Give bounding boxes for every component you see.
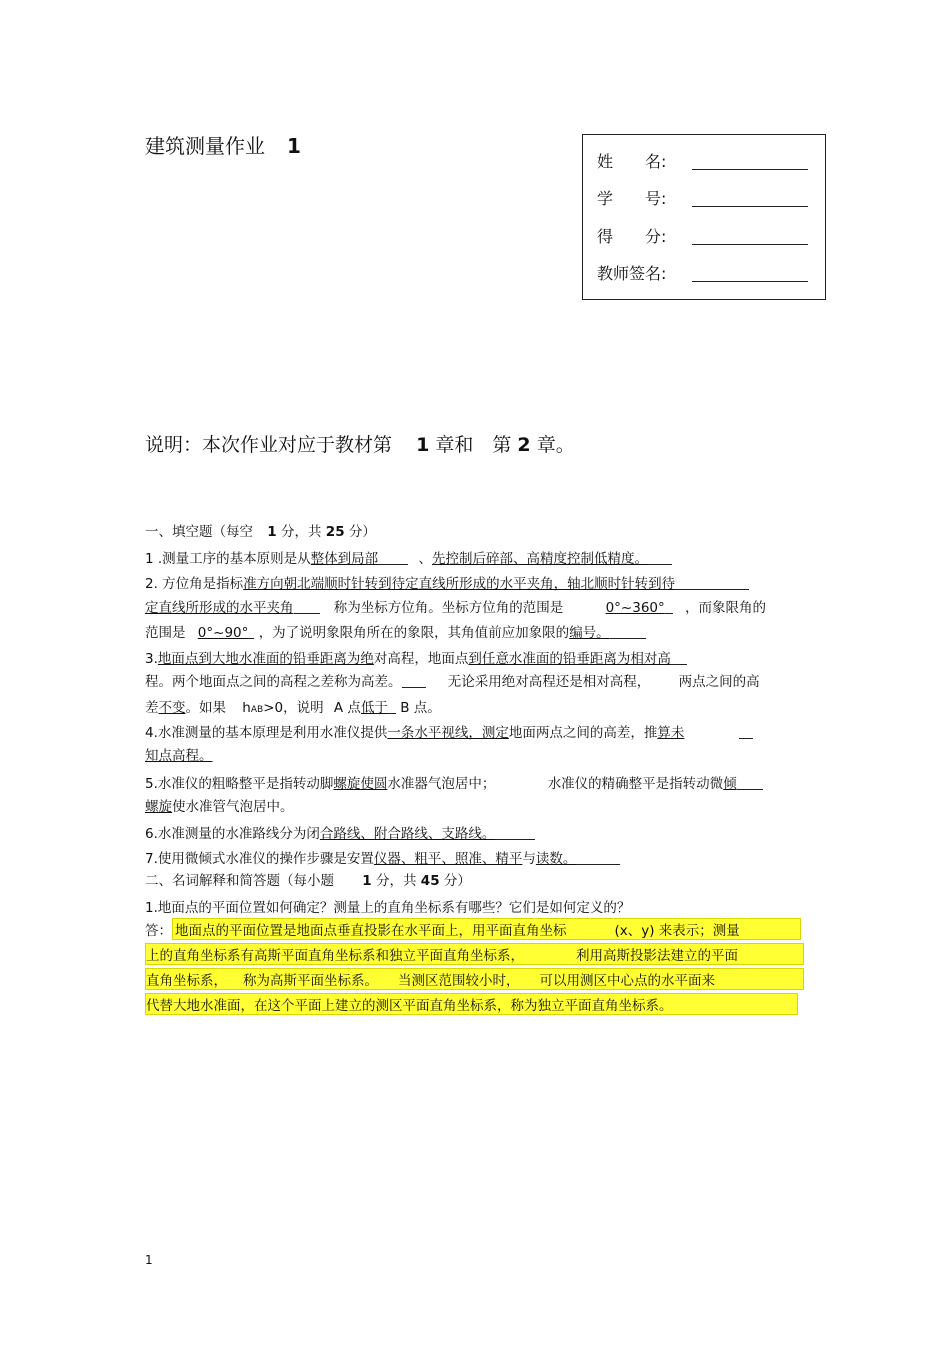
q1-7-line — [145, 847, 620, 867]
blank-line — [671, 650, 687, 665]
section1-heading-text: 一、填空题（每空 — [145, 524, 253, 540]
q1-4-answer-a: 一条水平视线，测定 — [387, 725, 509, 741]
q1-2-text-b: 称为坐标方位角。坐标方位角的范围是 — [333, 600, 564, 616]
q1-5-line-2 — [145, 795, 294, 815]
notice-mid: 章和 第 — [435, 434, 512, 456]
answer-line-3 — [145, 968, 804, 990]
section1-heading-end: 分） — [348, 524, 376, 540]
q1-1-answer-a: 整体到局部 — [310, 551, 379, 567]
name-field[interactable] — [692, 169, 808, 170]
blank-line — [378, 550, 408, 565]
q1-2-answer-cont: 定直线所形成的水平夹角 — [145, 600, 294, 616]
q1-3-text-g: >0，说明 — [263, 700, 324, 716]
q1-7-answer-b: 读数。 — [535, 851, 577, 867]
document-title-number: 1 — [287, 134, 301, 158]
q1-2-line-1 — [145, 572, 749, 592]
student-id-row — [597, 186, 677, 209]
q1-3-answer-c: 不变 — [158, 700, 186, 716]
q1-3-text-e: 差 — [145, 700, 159, 716]
blank-line — [648, 550, 672, 565]
blank-line — [294, 599, 320, 614]
name-row — [597, 149, 677, 172]
blank-line — [665, 599, 673, 614]
blank-line — [675, 575, 749, 590]
height-diff-symbol: h — [242, 700, 251, 716]
q1-2-range-answer: 0°~360° — [605, 600, 665, 616]
section2-heading — [145, 869, 471, 889]
answer-line-1 — [145, 918, 801, 940]
q1-3-answer-a: 地面点到大地水准面的铅垂距离为绝 — [157, 651, 374, 667]
score-field[interactable] — [692, 244, 808, 245]
q1-4-answer-c: 知点高程。 — [145, 748, 213, 764]
q1-5-text-b: 水准器气泡居中； — [387, 776, 496, 792]
q1-2-line-3 — [145, 621, 646, 641]
q1-5-answer-b: 倾 — [723, 776, 737, 792]
blank-line — [402, 673, 426, 688]
q1-2-line-2 — [145, 596, 766, 616]
name-label: 姓 名: — [597, 152, 667, 171]
q1-5-text-c: 水准仪的精确整平是指转动微 — [547, 776, 724, 792]
answer-text-4: 代替大地水准面，在这个平面上建立的测区平面直角坐标系，称为独立平面直角坐标系。 — [146, 998, 673, 1014]
q1-6-line — [145, 822, 535, 842]
teacher-signature-row — [597, 261, 677, 284]
q1-2-answer: 准方向朝北端顺时针转到待定直线所形成的水平夹角，轴北顺时针转到待 — [243, 576, 676, 592]
page-number: 1 — [145, 1253, 153, 1267]
height-diff-subscript: AB — [250, 705, 264, 715]
q1-4-line-2 — [145, 744, 213, 764]
blank-line — [495, 825, 535, 840]
notice-line — [145, 430, 575, 457]
document-title — [145, 130, 301, 159]
q1-3-point-a: A 点 — [333, 700, 361, 716]
blank-line — [610, 624, 646, 639]
q1-2-number-answer: 编号。 — [569, 625, 610, 641]
student-info-box — [582, 134, 826, 300]
blank-line — [248, 624, 254, 639]
student-id-field[interactable] — [692, 206, 808, 207]
q1-3-answer-d: 低于 — [360, 700, 388, 716]
blank-line — [388, 699, 396, 714]
q1-4-answer-b: 算未 — [657, 725, 685, 741]
section1-heading-total: 25 — [325, 524, 345, 540]
q1-3-number: 3. — [145, 651, 158, 667]
q1-2-text: 2. 方位角是指标 — [145, 576, 244, 592]
section1-heading — [145, 520, 376, 540]
q2-1-text: 1.地面点的平面位置如何确定？测量上的直角坐标系有哪些？它们是如何定义的？ — [145, 900, 631, 916]
q1-6-text: 6.水准测量的水准路线分为闭 — [145, 826, 320, 842]
section2-heading-total: 45 — [420, 873, 440, 889]
q1-4-text: 4.水准测量的基本原理是利用水准仪提供 — [145, 725, 388, 741]
q1-3-answer-b: 到任意水准面的铅垂距离为相对高 — [468, 651, 671, 667]
score-row — [597, 224, 677, 247]
q1-2-text-c: ，而象限角的 — [685, 600, 767, 616]
q1-3-line-3 — [145, 696, 441, 716]
q1-5-answer-c: 螺旋 — [145, 799, 172, 815]
answer-line-4 — [145, 993, 798, 1015]
section1-heading-mid: 分，共 — [281, 524, 322, 540]
answer-text-2a: 上的直角坐标系有高斯平面直角坐标系和独立平面直角坐标系， — [146, 948, 524, 964]
teacher-signature-field[interactable] — [692, 281, 808, 282]
q1-5-text: 5.水准仪的粗略整平是指转动脚 — [145, 776, 334, 792]
q1-7-answer-a: 仪器、粗平、照准、精平 — [373, 851, 523, 867]
answer-prefix: 答： — [145, 923, 172, 939]
q1-3-line-2 — [145, 670, 760, 690]
q1-6-answer: 合路线、附合路线、支路线。 — [319, 826, 496, 842]
answer-text-3b: 称为高斯平面坐标系。 — [243, 973, 378, 989]
q1-3-text: 对高程，地面点 — [373, 651, 469, 667]
blank-line — [739, 724, 753, 739]
answer-text-3d: 可以用测区中心点的水平面来 — [539, 973, 715, 989]
answer-line-2 — [145, 943, 804, 965]
blank-line — [737, 775, 763, 790]
answer-text-1b: (x、y) 来表示；测量 — [614, 923, 740, 939]
q1-2-text-e: ，为了说明象限角所在的象限，其角值前应加象限的 — [258, 625, 570, 641]
q1-2-quadrant-answer: 0°~90° — [197, 625, 249, 641]
section1-heading-points: 1 — [267, 524, 277, 540]
score-label: 得 分: — [597, 227, 667, 246]
section2-heading-text: 二、名词解释和简答题（每小题 — [145, 873, 334, 889]
notice-chapter-2: 2 — [517, 434, 531, 456]
q1-3-text-c: 无论采用绝对高程还是相对高程， — [447, 674, 651, 690]
section2-heading-mid: 分，共 — [376, 873, 417, 889]
answer-text-3a: 直角坐标系， — [146, 973, 227, 989]
q1-4-text-b: 地面两点之间的高差，推 — [508, 725, 658, 741]
q1-7-text: 7.使用微倾式水准仪的操作步骤是安置 — [145, 851, 374, 867]
section2-heading-end: 分） — [443, 873, 471, 889]
blank-line — [576, 850, 620, 865]
q1-5-text-d: 使水准管气泡居中。 — [172, 799, 294, 815]
document-title-text: 建筑测量作业 — [145, 134, 265, 158]
q1-1-answer-b: 先控制后碎部、高精度控制低精度。 — [431, 551, 648, 567]
student-id-label: 学 号: — [597, 189, 667, 208]
q2-1-question — [145, 896, 630, 916]
q1-3-text-b: 程。两个地面点之间的高程之差称为高差。 — [145, 674, 402, 690]
notice-prefix: 说明：本次作业对应于教材第 — [145, 434, 393, 456]
q1-7-text-b: 与 — [522, 851, 536, 867]
section2-heading-points: 1 — [362, 873, 372, 889]
q1-4-line-1 — [145, 721, 753, 741]
answer-text-3c: 当测区范围较小时， — [398, 973, 520, 989]
q1-3-line-1 — [145, 647, 687, 667]
notice-suffix: 章。 — [536, 434, 575, 456]
q1-1-line — [145, 547, 672, 567]
answer-highlight-1 — [172, 918, 801, 940]
q1-1-text: 1 .测量工序的基本原则是从 — [145, 551, 311, 567]
q1-5-line-1 — [145, 772, 763, 792]
q1-2-text-d: 范围是 — [145, 625, 186, 641]
notice-chapter-1: 1 — [416, 434, 430, 456]
q1-1-separator: 、 — [418, 551, 432, 567]
answer-text-2b: 利用高斯投影法建立的平面 — [576, 948, 738, 964]
answer-text-1a: 地面点的平面位置是地面点垂直投影在水平面上，用平面直角坐标 — [175, 923, 567, 939]
q1-5-answer-a: 螺旋使圆 — [333, 776, 388, 792]
q1-3-point-b: B 点。 — [400, 700, 441, 716]
teacher-signature-label: 教师签名: — [597, 264, 667, 283]
q1-3-text-d: 两点之间的高 — [678, 674, 760, 690]
q1-3-text-f: 。如果 — [185, 700, 226, 716]
